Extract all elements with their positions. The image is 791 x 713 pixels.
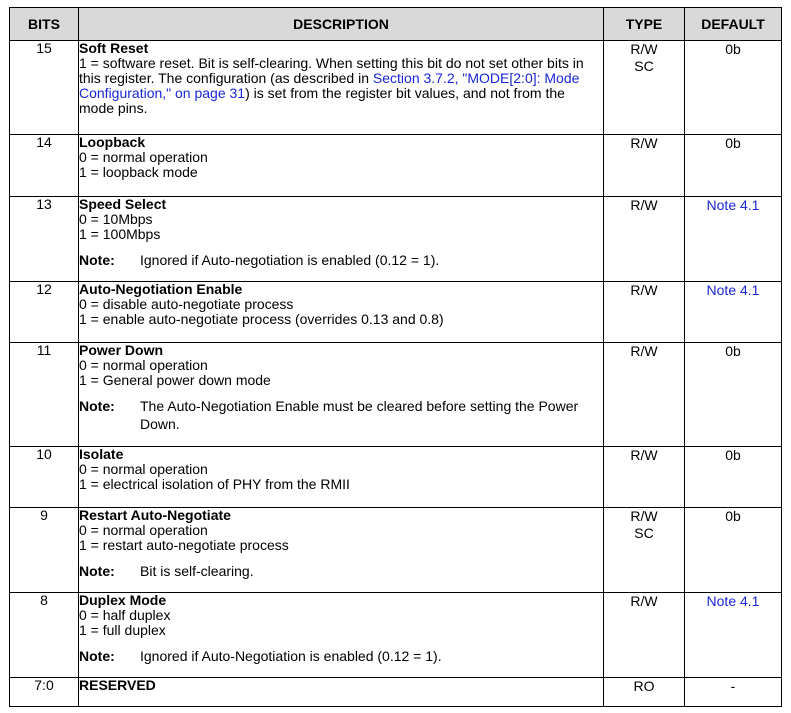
field-name: RESERVED [79,677,156,693]
field-name: Speed Select [79,196,167,212]
field-value-line: 0 = normal operation [79,149,208,165]
field-value-line: 0 = normal operation [79,522,208,538]
field-value-line: 0 = 10Mbps [79,211,153,227]
table-row [10,678,782,707]
note-text: Ignored if Auto-negotiation is enabled (0.12 = 1). [140,252,440,268]
note-reference-link[interactable]: Note 4.1 [706,197,760,213]
table-row [10,282,782,343]
description-cell [79,41,604,135]
field-value-line: 1 = General power down mode [79,372,271,388]
field-value-line: 1 = loopback mode [79,164,198,180]
note-label: Note: [79,398,115,414]
table-row [10,197,782,282]
field-description-text: 1 = software reset. Bit is self-clearing. When setting this bit do not set other bits in this register. The configuration (as described in [79,55,584,86]
note-label: Note: [79,648,115,664]
bits-cell: 10 [10,447,79,508]
bits-cell: 14 [10,135,79,197]
field-value-line: 1 = enable auto-negotiate process (overrides 0.13 and 0.8) [79,311,444,327]
type-cell [604,678,685,707]
default-cell: 0b [685,508,782,593]
type-value: R/W [630,447,658,463]
type-cell [604,197,685,282]
default-cell: 0b [685,41,782,135]
bits-cell: 13 [10,197,79,282]
table-row [10,41,782,135]
bits-cell: 7:0 [10,678,79,707]
type-value: R/W [630,508,658,524]
field-name: Isolate [79,446,124,462]
description-cell [79,343,604,447]
type-value-secondary: SC [634,525,654,541]
table-row [10,508,782,593]
field-name: Duplex Mode [79,592,167,608]
type-cell [604,447,685,508]
default-cell [685,593,782,678]
note-text: Bit is self-clearing. [140,563,254,579]
type-value: R/W [630,135,658,151]
note-text: The Auto-Negotiation Enable must be cleared before setting the Power Down. [140,398,579,432]
field-name: Loopback [79,134,146,150]
field-name: Soft Reset [79,40,149,56]
bits-column-header: BITS [10,8,79,41]
note-text: Ignored if Auto-Negotiation is enabled (0.12 = 1). [140,648,442,664]
default-cell: 0b [685,343,782,447]
default-cell [685,197,782,282]
type-cell [604,508,685,593]
type-cell [604,343,685,447]
note [79,251,603,269]
description-cell [79,508,604,593]
default-cell [685,282,782,343]
bits-cell: 12 [10,282,79,343]
section-reference-link[interactable]: Section 3.7.2, "MODE[2:0]: Mode Configuration," on page 31 [79,70,580,101]
bits-cell: 9 [10,508,79,593]
type-cell [604,593,685,678]
field-value-line: 1 = full duplex [79,622,166,638]
description-cell [79,447,604,508]
bits-cell: 15 [10,41,79,135]
field-name: Auto-Negotiation Enable [79,281,243,297]
table-header-row [10,8,782,41]
type-cell [604,41,685,135]
description-cell [79,282,604,343]
note [79,397,603,433]
default-column-header: DEFAULT [685,8,782,41]
description-cell [79,678,604,707]
type-cell [604,282,685,343]
register-table [9,7,782,707]
bits-cell: 8 [10,593,79,678]
description-column-header: DESCRIPTION [79,8,604,41]
field-description-text-cont: ) is set from the register bit values, and not from the mode pins. [79,85,565,116]
type-value: R/W [630,593,658,609]
register-table-container [9,7,781,707]
type-cell [604,135,685,197]
default-cell: 0b [685,135,782,197]
field-name: Restart Auto-Negotiate [79,507,231,523]
description-cell [79,135,604,197]
field-value-line: 0 = normal operation [79,461,208,477]
table-row [10,135,782,197]
description-cell [79,197,604,282]
note-reference-link[interactable]: Note 4.1 [706,282,760,298]
note-label: Note: [79,252,115,268]
type-value: R/W [630,197,658,213]
type-value: R/W [630,343,658,359]
table-row [10,593,782,678]
type-value: R/W [630,282,658,298]
type-column-header: TYPE [604,8,685,41]
default-cell: 0b [685,447,782,508]
note-reference-link[interactable]: Note 4.1 [706,593,760,609]
note-label: Note: [79,563,115,579]
bits-cell: 11 [10,343,79,447]
field-value-line: 0 = half duplex [79,607,171,623]
field-value-line: 0 = disable auto-negotiate process [79,296,294,312]
table-row [10,343,782,447]
default-cell: - [685,678,782,707]
type-value: R/W [630,41,658,57]
note [79,647,603,665]
field-value-line: 1 = 100Mbps [79,226,161,242]
note [79,562,603,580]
field-value-line: 0 = normal operation [79,357,208,373]
description-cell [79,593,604,678]
field-value-line: 1 = restart auto-negotiate process [79,537,289,553]
field-name: Power Down [79,342,164,358]
field-value-line: 1 = electrical isolation of PHY from the RMII [79,476,350,492]
type-value: RO [633,678,655,694]
table-row [10,447,782,508]
type-value-secondary: SC [634,58,654,74]
